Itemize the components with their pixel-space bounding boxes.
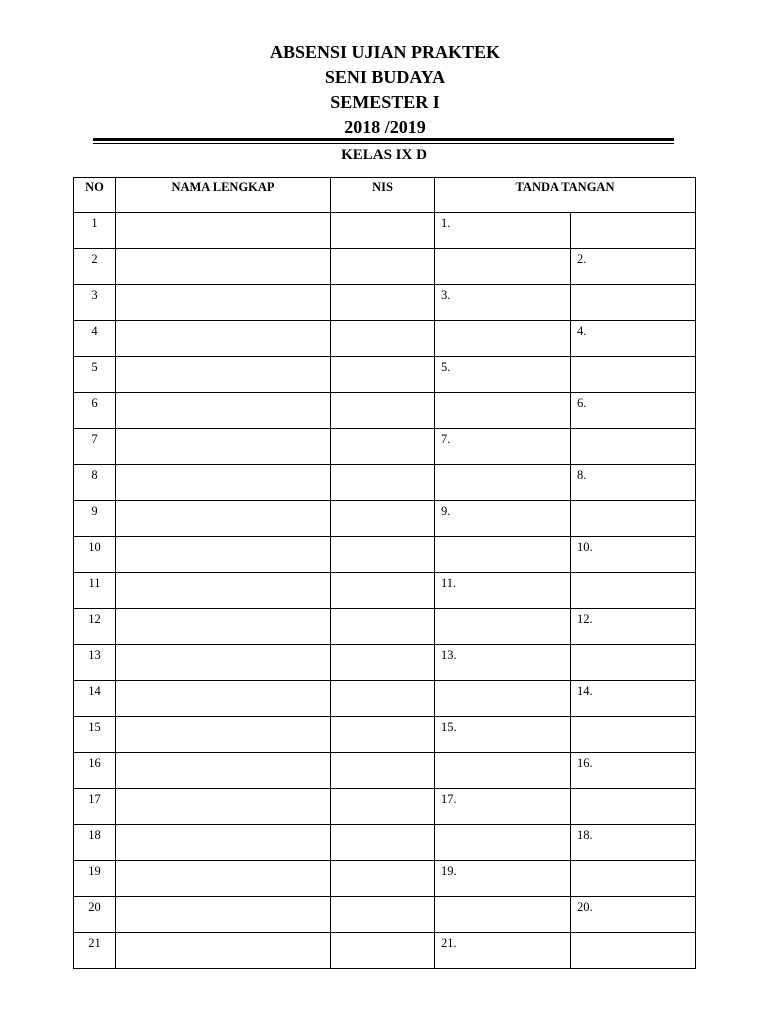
class-label: KELAS IX D xyxy=(341,147,427,163)
row-number: 8 xyxy=(74,465,116,501)
signature-cell[interactable] xyxy=(571,861,696,897)
table-row xyxy=(74,645,696,681)
table-row xyxy=(74,933,696,969)
signature-cell-numbered[interactable]: 12. xyxy=(571,609,696,645)
row-number: 11 xyxy=(74,573,116,609)
row-number: 21 xyxy=(74,933,116,969)
table-row xyxy=(74,393,696,429)
name-cell[interactable] xyxy=(116,789,331,825)
name-cell[interactable] xyxy=(116,213,331,249)
table-row xyxy=(74,465,696,501)
table-row xyxy=(74,825,696,861)
signature-cell[interactable] xyxy=(571,501,696,537)
nis-cell[interactable] xyxy=(331,393,435,429)
table-row xyxy=(74,285,696,321)
signature-cell[interactable] xyxy=(571,429,696,465)
name-cell[interactable] xyxy=(116,681,331,717)
name-cell[interactable] xyxy=(116,285,331,321)
name-cell[interactable] xyxy=(116,501,331,537)
nis-cell[interactable] xyxy=(331,897,435,933)
table-row xyxy=(74,537,696,573)
table-row xyxy=(74,321,696,357)
signature-cell[interactable] xyxy=(571,645,696,681)
name-cell[interactable] xyxy=(116,897,331,933)
row-number: 17 xyxy=(74,789,116,825)
subject-name: SENI BUDAYA xyxy=(324,67,446,87)
table-row xyxy=(74,753,696,789)
table-body xyxy=(74,213,696,969)
name-cell[interactable] xyxy=(116,753,331,789)
signature-cell[interactable] xyxy=(571,717,696,753)
signature-cell-numbered[interactable]: 1. xyxy=(435,213,571,249)
document-header xyxy=(0,40,768,140)
signature-cell-numbered[interactable]: 11. xyxy=(435,573,571,609)
table-row xyxy=(74,897,696,933)
table-row xyxy=(74,789,696,825)
document-title: ABSENSI UJIAN PRAKTEK xyxy=(269,42,501,62)
signature-cell[interactable] xyxy=(435,897,571,933)
nis-cell[interactable] xyxy=(331,933,435,969)
table-row xyxy=(74,573,696,609)
signature-cell-numbered[interactable]: 19. xyxy=(435,861,571,897)
signature-cell-numbered[interactable]: 9. xyxy=(435,501,571,537)
name-cell[interactable] xyxy=(116,321,331,357)
nis-cell[interactable] xyxy=(331,501,435,537)
academic-year: 2018 /2019 xyxy=(344,117,426,137)
name-cell[interactable] xyxy=(116,465,331,501)
signature-cell[interactable] xyxy=(435,249,571,285)
row-number: 16 xyxy=(74,753,116,789)
row-number: 18 xyxy=(74,825,116,861)
row-number: 1 xyxy=(74,213,116,249)
signature-cell[interactable] xyxy=(435,321,571,357)
signature-cell-numbered[interactable]: 10. xyxy=(571,537,696,573)
name-cell[interactable] xyxy=(116,609,331,645)
table-row xyxy=(74,717,696,753)
row-number: 7 xyxy=(74,429,116,465)
row-number: 4 xyxy=(74,321,116,357)
row-number: 19 xyxy=(74,861,116,897)
signature-cell-numbered[interactable]: 16. xyxy=(571,753,696,789)
name-cell[interactable] xyxy=(116,429,331,465)
nis-cell[interactable] xyxy=(331,357,435,393)
signature-cell[interactable] xyxy=(435,465,571,501)
nis-cell[interactable] xyxy=(331,681,435,717)
signature-cell-numbered[interactable]: 17. xyxy=(435,789,571,825)
row-number: 6 xyxy=(74,393,116,429)
signature-cell[interactable] xyxy=(571,285,696,321)
row-number: 9 xyxy=(74,501,116,537)
name-cell[interactable] xyxy=(116,717,331,753)
table-row xyxy=(74,357,696,393)
name-cell[interactable] xyxy=(116,933,331,969)
nis-cell[interactable] xyxy=(331,573,435,609)
signature-cell[interactable] xyxy=(571,357,696,393)
nis-cell[interactable] xyxy=(331,789,435,825)
name-cell[interactable] xyxy=(116,537,331,573)
signature-cell-numbered[interactable]: 4. xyxy=(571,321,696,357)
column-header-nis: NIS xyxy=(331,178,435,213)
table-row xyxy=(74,861,696,897)
signature-cell-numbered[interactable]: 8. xyxy=(571,465,696,501)
signature-cell-numbered[interactable]: 14. xyxy=(571,681,696,717)
signature-cell-numbered[interactable]: 15. xyxy=(435,717,571,753)
signature-cell[interactable] xyxy=(435,537,571,573)
name-cell[interactable] xyxy=(116,825,331,861)
nis-cell[interactable] xyxy=(331,645,435,681)
signature-cell[interactable] xyxy=(435,609,571,645)
nis-cell[interactable] xyxy=(331,465,435,501)
row-number: 15 xyxy=(74,717,116,753)
signature-cell-numbered[interactable]: 21. xyxy=(435,933,571,969)
row-number: 3 xyxy=(74,285,116,321)
row-number: 20 xyxy=(74,897,116,933)
signature-cell[interactable] xyxy=(435,681,571,717)
name-cell[interactable] xyxy=(116,249,331,285)
table-row xyxy=(74,429,696,465)
table-row xyxy=(74,249,696,285)
table-row xyxy=(74,213,696,249)
row-number: 5 xyxy=(74,357,116,393)
nis-cell[interactable] xyxy=(331,537,435,573)
table-row xyxy=(74,609,696,645)
column-header-signature: TANDA TANGAN xyxy=(435,178,696,213)
nis-cell[interactable] xyxy=(331,609,435,645)
column-header-no: NO xyxy=(74,178,116,213)
signature-cell-numbered[interactable]: 6. xyxy=(571,393,696,429)
signature-cell-numbered[interactable]: 3. xyxy=(435,285,571,321)
table-row xyxy=(74,501,696,537)
signature-cell-numbered[interactable]: 18. xyxy=(571,825,696,861)
nis-cell[interactable] xyxy=(331,753,435,789)
nis-cell[interactable] xyxy=(331,861,435,897)
signature-cell[interactable] xyxy=(435,393,571,429)
name-cell[interactable] xyxy=(116,861,331,897)
signature-cell[interactable] xyxy=(571,573,696,609)
name-cell[interactable] xyxy=(116,393,331,429)
nis-cell[interactable] xyxy=(331,321,435,357)
name-cell[interactable] xyxy=(116,645,331,681)
nis-cell[interactable] xyxy=(331,285,435,321)
table-header-row xyxy=(74,178,696,213)
signature-cell[interactable] xyxy=(435,753,571,789)
signature-cell[interactable] xyxy=(571,789,696,825)
table-row xyxy=(74,681,696,717)
name-cell[interactable] xyxy=(116,357,331,393)
nis-cell[interactable] xyxy=(331,249,435,285)
signature-cell[interactable] xyxy=(571,213,696,249)
nis-cell[interactable] xyxy=(331,429,435,465)
signature-cell-numbered[interactable]: 20. xyxy=(571,897,696,933)
header-rule-thin xyxy=(93,143,674,144)
nis-cell[interactable] xyxy=(331,213,435,249)
row-number: 12 xyxy=(74,609,116,645)
nis-cell[interactable] xyxy=(331,825,435,861)
header-rule-thick xyxy=(93,138,674,141)
signature-cell[interactable] xyxy=(571,933,696,969)
signature-cell-numbered[interactable]: 2. xyxy=(571,249,696,285)
signature-cell-numbered[interactable]: 5. xyxy=(435,357,571,393)
row-number: 14 xyxy=(74,681,116,717)
signature-cell-numbered[interactable]: 7. xyxy=(435,429,571,465)
nis-cell[interactable] xyxy=(331,717,435,753)
attendance-table xyxy=(73,177,696,969)
name-cell[interactable] xyxy=(116,573,331,609)
row-number: 2 xyxy=(74,249,116,285)
semester-label: SEMESTER I xyxy=(330,92,440,112)
column-header-name: NAMA LENGKAP xyxy=(116,178,331,213)
row-number: 10 xyxy=(74,537,116,573)
row-number: 13 xyxy=(74,645,116,681)
signature-cell[interactable] xyxy=(435,825,571,861)
signature-cell-numbered[interactable]: 13. xyxy=(435,645,571,681)
